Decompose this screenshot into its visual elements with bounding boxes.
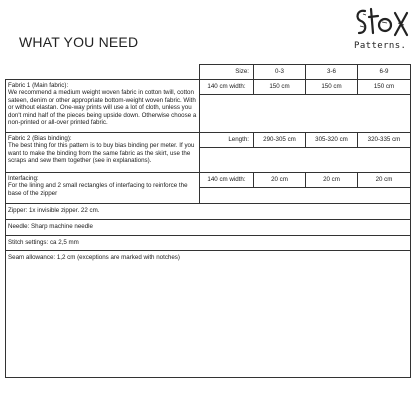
interfacing-width-label: 140 cm width: [200, 173, 254, 188]
fabric2-row [6, 133, 411, 148]
fabric2-value: 320-335 cm [358, 133, 411, 148]
size-value: 6-9 [358, 65, 411, 80]
fabric2-description-cell [6, 133, 200, 173]
logo-wordmark: Patterns. [354, 41, 407, 51]
interfacing-description: For the lining and 2 small rectangles of interfacing to reinforce the base of the zipper [8, 182, 188, 197]
fabric2-spacer [200, 148, 411, 173]
size-value: 3-6 [306, 65, 358, 80]
fabric1-spacer [200, 95, 411, 133]
fabric1-row [6, 80, 411, 95]
fabric2-title: Fabric 2 (Bias binding): [8, 135, 72, 142]
interfacing-value: 20 cm [254, 173, 306, 188]
size-label: Size: [200, 65, 254, 80]
zipper-note: Zipper: 1x invisible zipper. 22 cm. [6, 204, 411, 220]
materials-table [5, 64, 411, 378]
seam-allowance-note: Seam allowance: 1,2 cm (exceptions are marked with notches) [6, 251, 411, 378]
needle-note: Needle: Sharp machine needle [6, 220, 411, 236]
size-value: 0-3 [254, 65, 306, 80]
fabric2-value: 290-305 cm [254, 133, 306, 148]
fabric1-title: Fabric 1 (Main fabric): [8, 82, 69, 89]
stitch-note: Stitch settings: ca 2,5 mm [6, 236, 411, 251]
interfacing-description-cell [6, 173, 200, 204]
fabric2-length-label: Length: [200, 133, 254, 148]
fabric1-description: We recommend a medium weight woven fabric in cotton twill, cotton sateen, denim or other appropriate bottom-weight woven fabric. With or without elastan. One-way prints will use a lot of cloth, unless you don't mind half of the pieces being upside down. Otherwise choose a non-printed or all-over printed fabric. [8, 89, 197, 127]
fabric1-width-label: 140 cm width: [200, 80, 254, 95]
empty-cell [6, 65, 200, 80]
size-row [6, 65, 411, 80]
fabric1-value: 150 cm [358, 80, 411, 95]
fabric1-value: 150 cm [306, 80, 358, 95]
fabric2-value: 305-320 cm [306, 133, 358, 148]
interfacing-value: 20 cm [358, 173, 411, 188]
fabric1-value: 150 cm [254, 80, 306, 95]
fabric2-description: The best thing for this pattern is to buy bias binding per meter. If you want to make the binding from the same fabric as the skirt, use the scraps and sew them together (see in explanations). [8, 142, 195, 165]
interfacing-value: 20 cm [306, 173, 358, 188]
page-title: WHAT YOU NEED [19, 34, 139, 50]
interfacing-title: Interfacing: [8, 175, 39, 182]
interfacing-spacer [200, 188, 411, 204]
fabric1-description-cell [6, 80, 200, 133]
interfacing-row [6, 173, 411, 188]
